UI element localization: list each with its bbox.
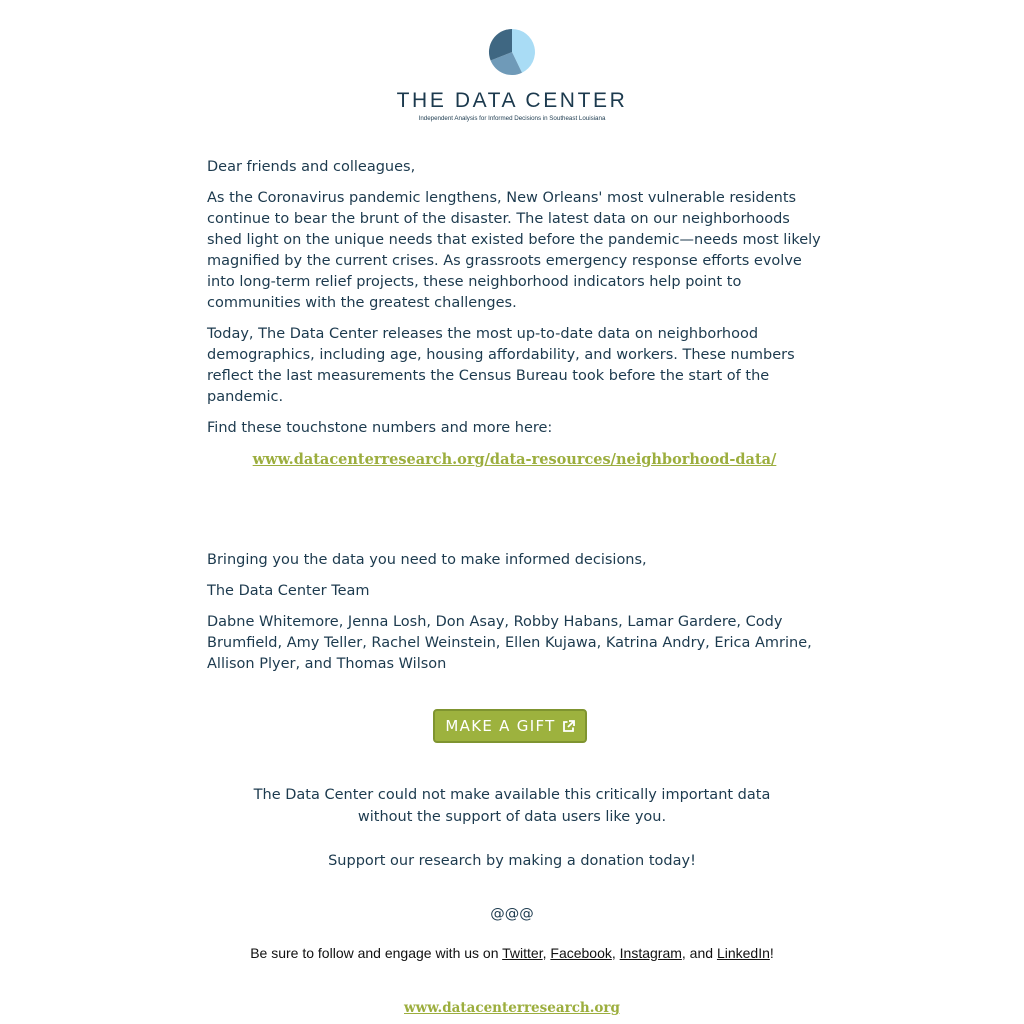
email-body — [207, 157, 822, 685]
instagram-link[interactable]: Instagram — [619, 945, 682, 961]
header-logo — [0, 28, 1024, 122]
team-signature: The Data Center Team — [207, 583, 370, 599]
linkedin-link[interactable]: LinkedIn — [716, 945, 770, 961]
paragraph-release: Today, The Data Center releases the most up-to-date data on neighborhood demographics, including age, housing affordability, and workers. These numbers reflect the last measurements the Census Bureau took before the start of the pandemic. — [207, 326, 795, 405]
separator: , and — [681, 945, 717, 961]
paragraph-find: Find these touchstone numbers and more here: — [207, 420, 553, 436]
paragraph-intro: As the Coronavirus pandemic lengthens, New Orleans' most vulnerable residents continue to bear the brunt of the disaster. The latest data on our neighborhoods shed light on the unique needs that existed before the pandemic—needs most likely magnified by the current crises. As grassroots emergency response efforts evolve into long-term relief projects, these neighborhood indicators help point to communities with the greatest challenges. — [207, 190, 821, 311]
pie-logo-icon — [488, 28, 536, 76]
twitter-link[interactable]: Twitter — [502, 945, 543, 961]
spacer — [207, 481, 822, 550]
facebook-link[interactable]: Facebook — [550, 945, 612, 961]
support-line-1: The Data Center could not make available this critically important data — [253, 787, 771, 803]
greeting: Dear friends and colleagues, — [207, 159, 416, 175]
logo-title: THE DATA CENTER — [396, 89, 628, 112]
support-line-2: without the support of data users like you. — [357, 809, 667, 825]
follow-suffix: ! — [769, 945, 774, 961]
footer-website — [0, 997, 1024, 1016]
closing-line: Bringing you the data you need to make informed decisions, — [207, 552, 647, 568]
make-a-gift-button[interactable] — [433, 709, 587, 743]
follow-line — [0, 945, 1024, 961]
social-placeholder: @@@ — [490, 906, 534, 922]
follow-prefix: Be sure to follow and engage with us on — [250, 945, 503, 961]
support-message — [0, 784, 1024, 828]
separator: , — [542, 945, 551, 961]
neighborhood-data-link[interactable]: www.datacenterresearch.org/data-resources/neighborhood-data/ — [252, 451, 777, 468]
make-a-gift-label: MAKE A GIFT — [445, 717, 556, 735]
link-row — [207, 449, 822, 471]
separator: , — [611, 945, 620, 961]
external-link-icon — [562, 720, 575, 733]
website-link[interactable]: www.datacenterresearch.org — [404, 1000, 620, 1016]
support-cta: Support our research by making a donation today! — [328, 853, 696, 869]
logo-tagline: Independent Analysis for Informed Decisions in Southeast Louisiana — [418, 115, 606, 122]
team-names: Dabne Whitemore, Jenna Losh, Don Asay, Robby Habans, Lamar Gardere, Cody Brumfield, Amy Teller, Rachel Weinstein, Ellen Kujawa, Katrina Andry, Erica Amrine, Allison Plyer, and Thomas Wilson — [207, 614, 812, 672]
